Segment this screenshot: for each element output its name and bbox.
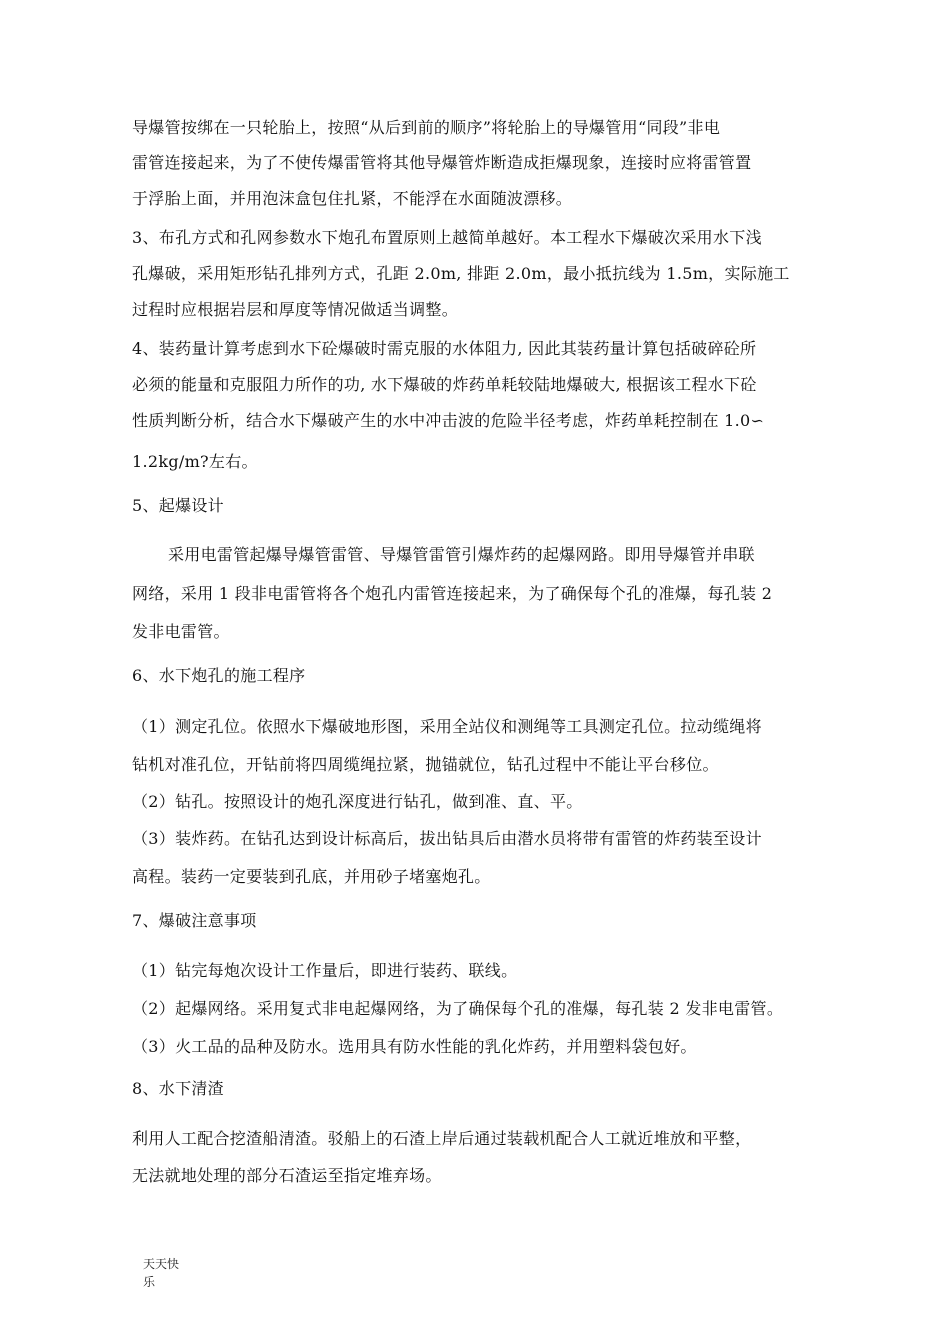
section-6-item-3-line-1: （3）装炸药。在钻孔达到设计标高后，拔出钻具后由潜水员将带有雷管的炸药装至设计: [132, 829, 762, 848]
footer-text-line-1: 天天快: [143, 1257, 180, 1271]
section-5-paragraph-line-2: 网络，采用 1 段非电雷管将各个炮孔内雷管连接起来，为了确保每个孔的准爆，每孔装 2: [132, 584, 773, 603]
section-8-heading: 8、水下清渣: [132, 1079, 224, 1098]
section-7-item-1: （1）钻完每炮次设计工作量后，即进行装药、联线。: [132, 961, 518, 980]
section-7-item-2: （2）起爆网络。采用复式非电起爆网络，为了确保每个孔的准爆，每孔装 2 发非电雷管。: [132, 999, 784, 1018]
section-8-paragraph-line-1: 利用人工配合挖渣船清渣。驳船上的石渣上岸后通过装载机配合人工就近堆放和平整，: [132, 1129, 752, 1148]
section-7-heading: 7、爆破注意事项: [132, 911, 257, 930]
section-3-line-3: 过程时应根据岩层和厚度等情况做适当调整。: [132, 300, 459, 319]
footer-text-line-2: 乐: [143, 1275, 156, 1289]
section-4-line-3: 性质判断分析，结合水下爆破产生的水中冲击波的危险半径考虑，炸药单耗控制在 1.0∽: [132, 411, 765, 430]
section-6-item-1-line-2: 钻机对准孔位，开钻前将四周缆绳拉紧，抛锚就位，钻孔过程中不能让平台移位。: [132, 755, 719, 774]
paragraph-continuation-line-2: 雷管连接起来，为了不使传爆雷管将其他导爆管炸断造成拒爆现象，连接时应将雷管置: [132, 153, 752, 172]
section-3-line-2: 孔爆破，采用矩形钻孔排列方式，孔距 2.0m, 排距 2.0m，最小抵抗线为 1.5m，实际施工: [132, 264, 790, 283]
section-6-item-2: （2）钻孔。按照设计的炮孔深度进行钻孔，做到准、直、平。: [132, 792, 583, 811]
section-5-heading: 5、起爆设计: [132, 496, 224, 515]
section-3-line-1: 3、布孔方式和孔网参数水下炮孔布置原则上越简单越好。本工程水下爆破次采用水下浅: [132, 228, 762, 247]
section-4-line-2: 必须的能量和克服阻力所作的功, 水下爆破的炸药单耗较陆地爆破大, 根据该工程水下砼: [132, 375, 757, 394]
section-8-paragraph-line-2: 无法就地处理的部分石渣运至指定堆弃场。: [132, 1166, 442, 1185]
section-5-paragraph-line-3: 发非电雷管。: [132, 622, 230, 641]
section-7-item-3: （3）火工品的品种及防水。选用具有防水性能的乳化炸药，并用塑料袋包好。: [132, 1037, 697, 1056]
paragraph-continuation-line-3: 于浮胎上面，并用泡沫盒包住扎紧，不能浮在水面随波漂移。: [132, 189, 573, 208]
section-4-line-4: 1.2kg/m?左右。: [132, 452, 258, 471]
section-4-line-1: 4、装药量计算考虑到水下砼爆破时需克服的水体阻力, 因此其装药量计算包括破碎砼所: [132, 339, 757, 358]
section-6-item-1-line-1: （1）测定孔位。依照水下爆破地形图，采用全站仪和测绳等工具测定孔位。拉动缆绳将: [132, 717, 762, 736]
paragraph-continuation-line-1: 导爆管按绑在一只轮胎上，按照“从后到前的顺序”将轮胎上的导爆管用“同段”非电: [132, 118, 721, 137]
section-6-item-3-line-2: 高程。装药一定要装到孔底，并用砂子堵塞炮孔。: [132, 867, 491, 886]
section-6-heading: 6、水下炮孔的施工程序: [132, 666, 306, 685]
section-5-paragraph-line-1: 采用电雷管起爆导爆管雷管、导爆管雷管引爆炸药的起爆网路。即用导爆管并串联: [168, 545, 755, 564]
